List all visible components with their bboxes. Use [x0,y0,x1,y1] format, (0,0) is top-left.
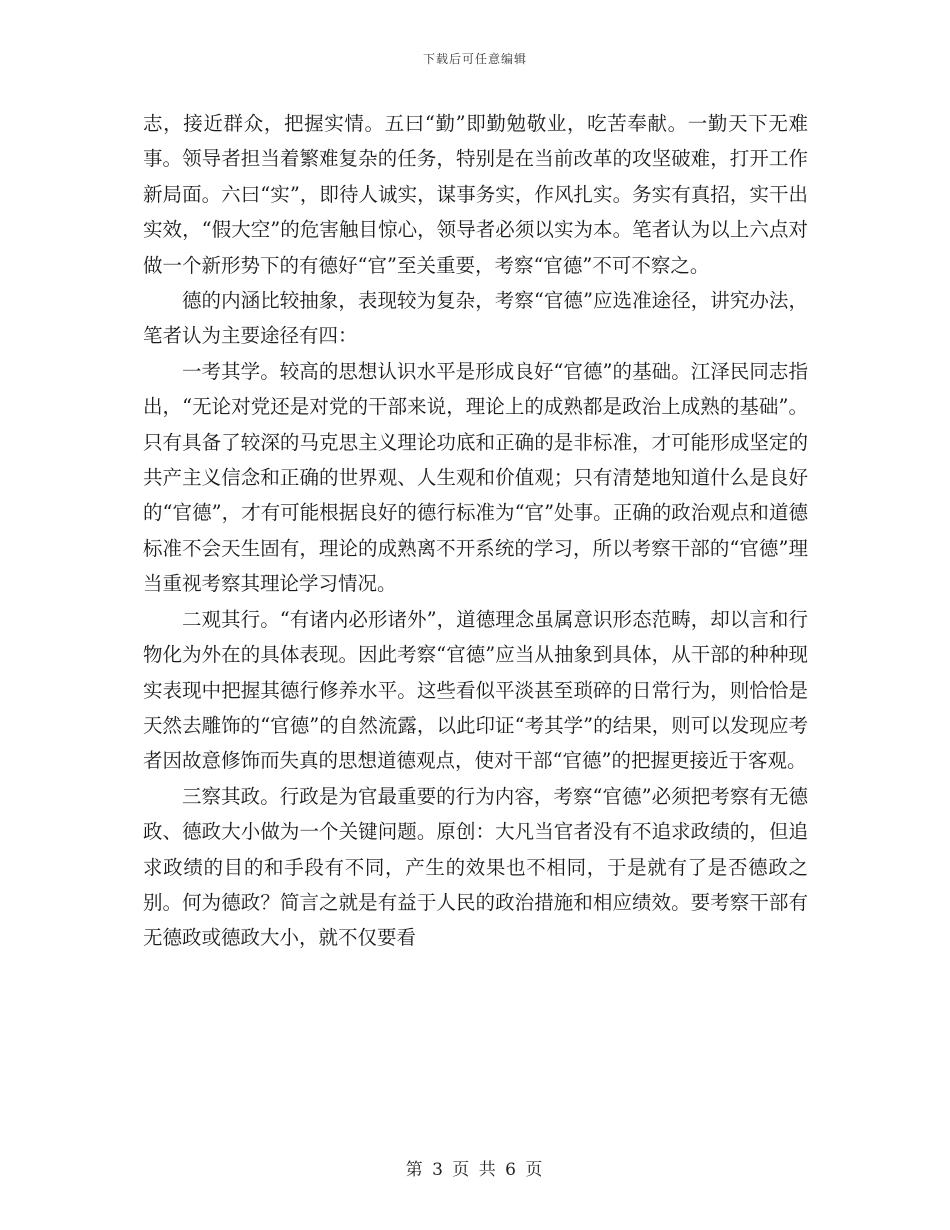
page-number: 第 3 页 共 6 页 [405,1160,545,1180]
paragraph-conduct: 二观其行。“有诸内必形诸外”，道德理念虽属意识形态范畴，却以言和行物化为外在的具体表现。因此考察“官德”应当从抽象到具体，从干部的种种现实表现中把握其德行修养水平。这些看似平淡甚至琐碎的日常行为，则恰恰是天然去雕饰的“官德”的自然流露，以此印证“考其学”的结果，则可以发现应考者因故意修饰而失真的思想道德观点，使对干部“官德”的把握更接近于客观。 [143,607,808,773]
paragraph-continued: 志，接近群众，把握实情。五曰“勤”即勤勉敬业，吃苦奉献。一勤天下无难事。领导者担当着繁难复杂的任务，特别是在当前改革的攻坚破难，打开工作新局面。六曰“实”，即待人诚实，谋事务实，作风扎实。务实有真招，实干出实效，“假大空”的危害触目惊心，领导者必须以实为本。笔者认为以上六点对做一个新形势下的有德好“官”至关重要，考察“官德”不可不察之。 [143,112,808,277]
document-body [143,106,808,956]
page-header: 下载后可任意编辑 [422,52,527,66]
paragraph-governance: 三察其政。行政是为官最重要的行为内容，考察“官德”必须把考察有无德政、德政大小做为一个关键问题。原创：大凡当官者没有不追求政绩的，但追求政绩的目的和手段有不同，产生的效果也不相同，于是就有了是否德政之别。何为德政？简言之就是有益于人民的政治措施和相应绩效。要考察干部有无德政或德政大小，就不仅要看 [143,784,808,950]
paragraph-study: 一考其学。较高的思想认识水平是形成良好“官德”的基础。江泽民同志指出，“无论对党还是对党的干部来说，理论上的成熟都是政治上成熟的基础”。只有具备了较深的马克思主义理论功底和正确的是非标准，才可能形成坚定的共产主义信念和正确的世界观、人生观和价值观；只有清楚地知道什么是良好的“官德”，才有可能根据良好的德行标准为“官”处事。正确的政治观点和道德标准不会天生固有，理论的成熟离不开系统的学习，所以考察干部的“官德”理当重视考察其理论学习情况。 [143,359,808,596]
paragraph-approaches-intro: 德的内涵比较抽象，表现较为复杂，考察“官德”应选准途径，讲究办法，笔者认为主要途径有四： [143,289,808,348]
